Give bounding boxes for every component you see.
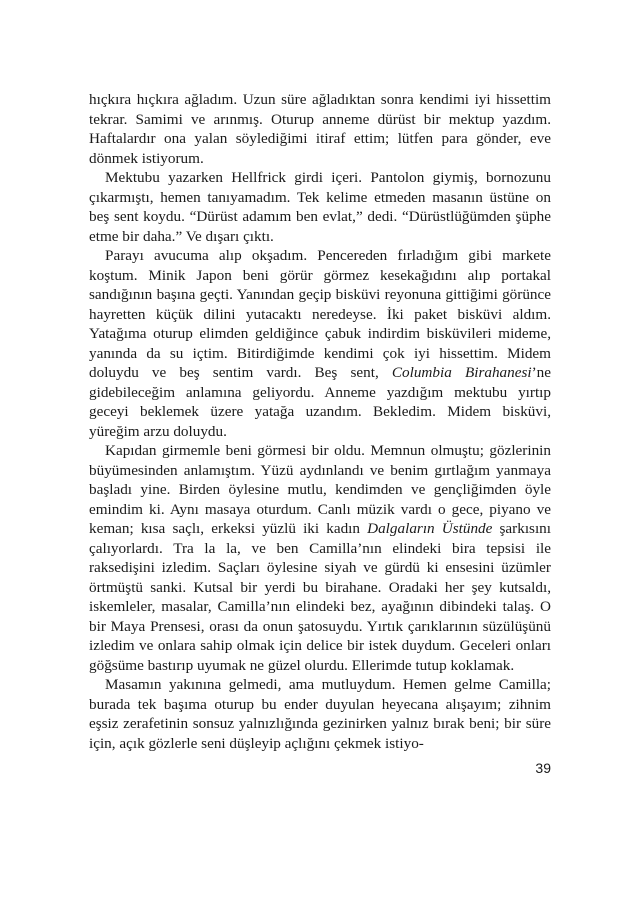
paragraph [89,675,551,753]
paragraph [89,90,551,168]
paragraph [89,246,551,441]
paragraph [89,168,551,246]
paragraph-text: Kapıdan girmemle beni görmesi bir oldu. Memnun olmuştu; gözlerinin büyümesinden anlamıştım. Yüzü aydınlandı ve benim gırtlağım yanmaya başladı yine. Birden öylesine mutlu, kendimden ve gençliğimden öyle emindim ki. Aynı masaya oturdum. Canlı müzik vardı o gece, piyano ve keman; kısa saçlı, erkeksi yüzlü iki kadın [89,442,551,537]
body-text [89,90,551,753]
paragraph-text: Masamın yakınına gelmedi, ama mutluydum. Hemen gelme Camilla; burada tek başıma oturup bu ender duyulan heyecana alışayım; zihnim eşsiz zerafetinin sonsuz yalnızlığında gezinirken yalnız bırak beni; bir süre için, açık gözlerle seni düşleyip açlığını çekmek istiyo- [89,676,551,752]
paragraph-text: Mektubu yazarken Hellfrick girdi içeri. Pantolon giymiş, bornozunu çıkarmıştı, hemen tanıyamadım. Tek kelime etmeden masanın üstüne on beş sent koydu. “Dürüst adamım ben evlat,” dedi. “Dürüstlüğümden şüphe etme bir daha.” Ve dışarı çıktı. [89,169,551,245]
paragraph [89,441,551,675]
paragraph-text: ’ne gidebileceğim anlamına geliyordu. Anneme yazdığım mektubu yırtıp geceyi beklemek üzere yatağa uzandım. Bekledim. Midem bisküvi, yüreğim arzu doluydu. [89,364,552,440]
italic-title-text: Columbia Birahanesi [391,364,532,381]
italic-title-text: Dalgaların Üstünde [367,520,493,537]
paragraph-text: hıçkıra hıçkıra ağladım. Uzun süre ağladıktan sonra kendimi iyi hissettim tekrar. Samimi ve arınmış. Oturup anneme dürüst bir mektup yazdım. Haftalardır ona yalan söylediğimi itiraf ettim; lütfen para gönder, eve dönmek istiyorum. [89,91,551,167]
paragraph-text: Parayı avucuma alıp okşadım. Pencereden fırladığım gibi markete koştum. Minik Japon beni görür görmez kesekağıdını alıp portakal sandığının başına geçti. Yanından geçip bisküvi reyonuna gittiğimi görünce hayretten küçük dilini yutacaktı neredeyse. İki paket bisküvi aldım. Yatağıma oturup elimden geldiğince çabuk indirdim bisküvileri mideme, yanında da su içtim. Bitirdiğimde kendimi çok iyi hissettim. Midem doluydu ve beş sentim vardı. Beş sent, [89,247,551,381]
paragraph-text: şarkısını çalıyorlardı. Tra la la, ve ben Camilla’nın elindeki bira tepsisi ile raksedişini izledim. Saçları öylesine siyah ve gürdü ki ensesini üzümler örtmüştü sanki. Kutsal bir yerdi bu birahane. Oradaki her şey kutsaldı, iskemleler, masalar, Camilla’nın elindeki bez, ayağının dibindeki talaş. O bir Maya Prensesi, orası da onun şatosuydu. Yırtık çarıklarının süzülüşünü izledim ve onlara sahip olmak için delice bir istek duydum. Geceleri onları göğsüme bastırıp uyumak ne güzel olurdu. Ellerimde tutup koklamak. [89,520,551,674]
page-number: 39 [535,760,551,776]
